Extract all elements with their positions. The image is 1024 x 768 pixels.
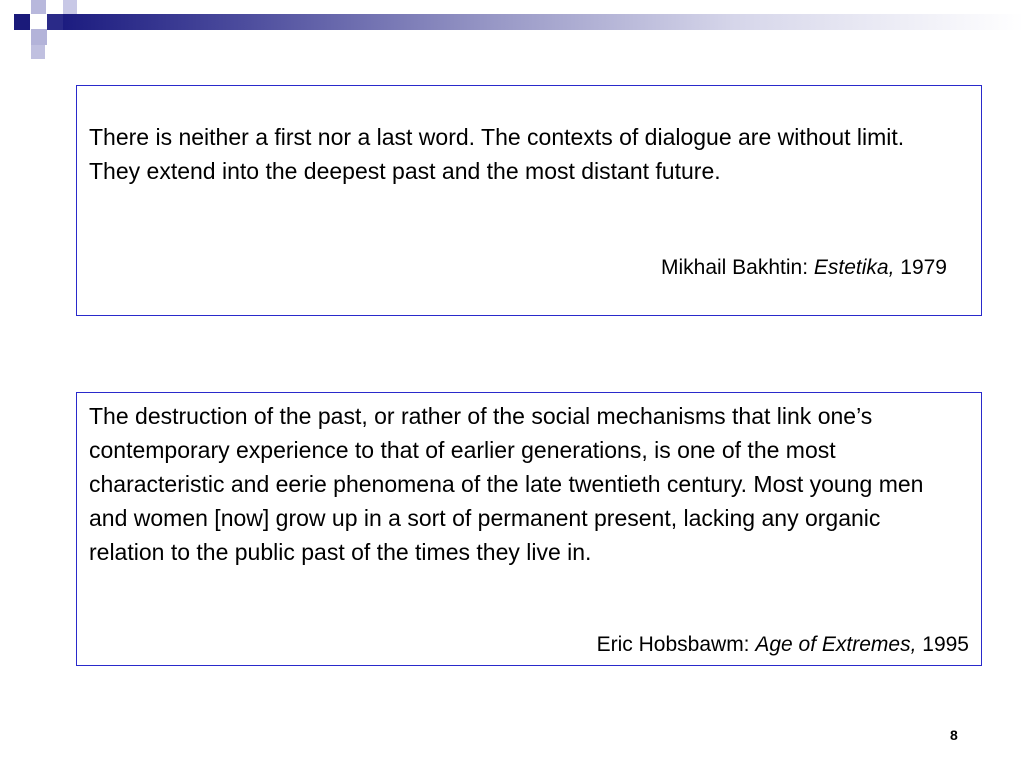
decorative-square — [31, 45, 45, 59]
quote-box-hobsbawm — [76, 392, 982, 666]
attribution-year: 1995 — [916, 633, 969, 656]
attribution-year: 1979 — [894, 256, 947, 279]
attribution-work: Age of Extremes, — [755, 633, 917, 656]
page-number: 8 — [950, 727, 958, 743]
decorative-square — [31, 0, 46, 14]
quote-text: The destruction of the past, or rather of the social mechanisms that link one’s contemporary experience to that of earlier generations, is one of the most characteristic and eerie phenomena of the late twentieth century. Most young men and women [now] grow up in a sort of permanent present, lacking any organic relation to the public past of the times they live in. — [89, 403, 924, 565]
decorative-square — [14, 14, 30, 30]
header-decoration — [0, 0, 1024, 64]
decorative-square — [31, 29, 47, 45]
attribution-author: Eric Hobsbawm: — [596, 633, 756, 656]
quote-text: There is neither a first nor a last word. The contexts of dialogue are without limit. They extend into the deepest past and the most distant future. — [89, 124, 905, 184]
quote-attribution — [661, 254, 947, 282]
attribution-author: Mikhail Bakhtin: — [660, 256, 814, 279]
quote-attribution — [597, 631, 969, 659]
attribution-work: Estetika, — [813, 256, 895, 279]
quote-box-bakhtin — [76, 85, 982, 316]
header-gradient-bar — [63, 14, 1024, 30]
decorative-square — [47, 14, 63, 30]
decorative-square — [63, 0, 77, 14]
